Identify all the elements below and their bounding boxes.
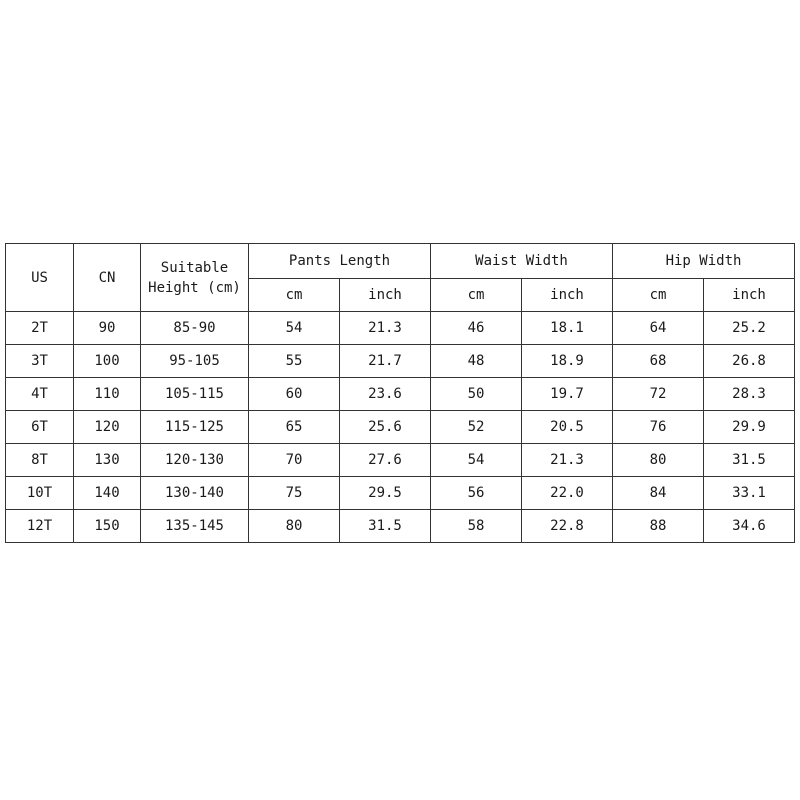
header-hip-cm: cm: [613, 279, 704, 312]
cell-hip-cm: 64: [613, 312, 704, 345]
header-cn: CN: [74, 244, 141, 312]
cell-us: 10T: [6, 477, 74, 510]
cell-suitable-height: 115-125: [141, 411, 249, 444]
cell-pants-cm: 70: [249, 444, 340, 477]
cell-suitable-height: 95-105: [141, 345, 249, 378]
table-header: [6, 244, 795, 312]
cell-suitable-height: 85-90: [141, 312, 249, 345]
cell-hip-inch: 25.2: [704, 312, 795, 345]
cell-waist-cm: 48: [431, 345, 522, 378]
cell-cn: 100: [74, 345, 141, 378]
cell-hip-cm: 84: [613, 477, 704, 510]
header-row-groups: [6, 244, 795, 279]
cell-pants-inch: 29.5: [340, 477, 431, 510]
header-suitable-height-line1: Suitable: [160, 259, 229, 276]
cell-suitable-height: 130-140: [141, 477, 249, 510]
cell-waist-inch: 21.3: [522, 444, 613, 477]
cell-cn: 120: [74, 411, 141, 444]
cell-pants-inch: 31.5: [340, 510, 431, 543]
header-waist-cm: cm: [431, 279, 522, 312]
header-pants-cm: cm: [249, 279, 340, 312]
cell-pants-cm: 54: [249, 312, 340, 345]
cell-pants-inch: 21.7: [340, 345, 431, 378]
cell-pants-cm: 65: [249, 411, 340, 444]
cell-waist-inch: 18.9: [522, 345, 613, 378]
table-row: [6, 345, 795, 378]
cell-cn: 140: [74, 477, 141, 510]
cell-hip-cm: 80: [613, 444, 704, 477]
cell-hip-inch: 28.3: [704, 378, 795, 411]
cell-hip-inch: 31.5: [704, 444, 795, 477]
header-suitable-height: [141, 244, 249, 312]
header-waist-inch: inch: [522, 279, 613, 312]
cell-pants-cm: 80: [249, 510, 340, 543]
cell-pants-cm: 75: [249, 477, 340, 510]
header-pants-length: Pants Length: [249, 244, 431, 279]
cell-suitable-height: 120-130: [141, 444, 249, 477]
header-waist-width: Waist Width: [431, 244, 613, 279]
cell-waist-inch: 19.7: [522, 378, 613, 411]
cell-pants-cm: 55: [249, 345, 340, 378]
cell-waist-cm: 52: [431, 411, 522, 444]
header-pants-inch: inch: [340, 279, 431, 312]
cell-pants-inch: 21.3: [340, 312, 431, 345]
cell-hip-cm: 76: [613, 411, 704, 444]
table-row: [6, 312, 795, 345]
header-hip-inch: inch: [704, 279, 795, 312]
cell-hip-inch: 29.9: [704, 411, 795, 444]
cell-us: 3T: [6, 345, 74, 378]
cell-waist-cm: 56: [431, 477, 522, 510]
table-row: [6, 378, 795, 411]
header-suitable-height-line2: Height (cm): [148, 279, 241, 296]
cell-waist-cm: 58: [431, 510, 522, 543]
cell-cn: 90: [74, 312, 141, 345]
table-body: [6, 312, 795, 543]
header-hip-width: Hip Width: [613, 244, 795, 279]
cell-hip-cm: 68: [613, 345, 704, 378]
cell-hip-cm: 72: [613, 378, 704, 411]
cell-waist-cm: 46: [431, 312, 522, 345]
cell-waist-inch: 22.0: [522, 477, 613, 510]
cell-hip-cm: 88: [613, 510, 704, 543]
cell-hip-inch: 26.8: [704, 345, 795, 378]
cell-cn: 110: [74, 378, 141, 411]
cell-waist-cm: 50: [431, 378, 522, 411]
table-row: [6, 444, 795, 477]
cell-hip-inch: 34.6: [704, 510, 795, 543]
cell-us: 4T: [6, 378, 74, 411]
cell-pants-inch: 25.6: [340, 411, 431, 444]
header-us: US: [6, 244, 74, 312]
cell-waist-inch: 18.1: [522, 312, 613, 345]
cell-us: 6T: [6, 411, 74, 444]
cell-us: 12T: [6, 510, 74, 543]
cell-pants-cm: 60: [249, 378, 340, 411]
size-chart-table: [5, 243, 795, 543]
cell-cn: 130: [74, 444, 141, 477]
cell-waist-inch: 22.8: [522, 510, 613, 543]
cell-waist-cm: 54: [431, 444, 522, 477]
table-row: [6, 510, 795, 543]
table-row: [6, 477, 795, 510]
cell-pants-inch: 23.6: [340, 378, 431, 411]
cell-hip-inch: 33.1: [704, 477, 795, 510]
cell-pants-inch: 27.6: [340, 444, 431, 477]
cell-suitable-height: 105-115: [141, 378, 249, 411]
cell-us: 8T: [6, 444, 74, 477]
cell-suitable-height: 135-145: [141, 510, 249, 543]
cell-waist-inch: 20.5: [522, 411, 613, 444]
table-row: [6, 411, 795, 444]
cell-cn: 150: [74, 510, 141, 543]
cell-us: 2T: [6, 312, 74, 345]
